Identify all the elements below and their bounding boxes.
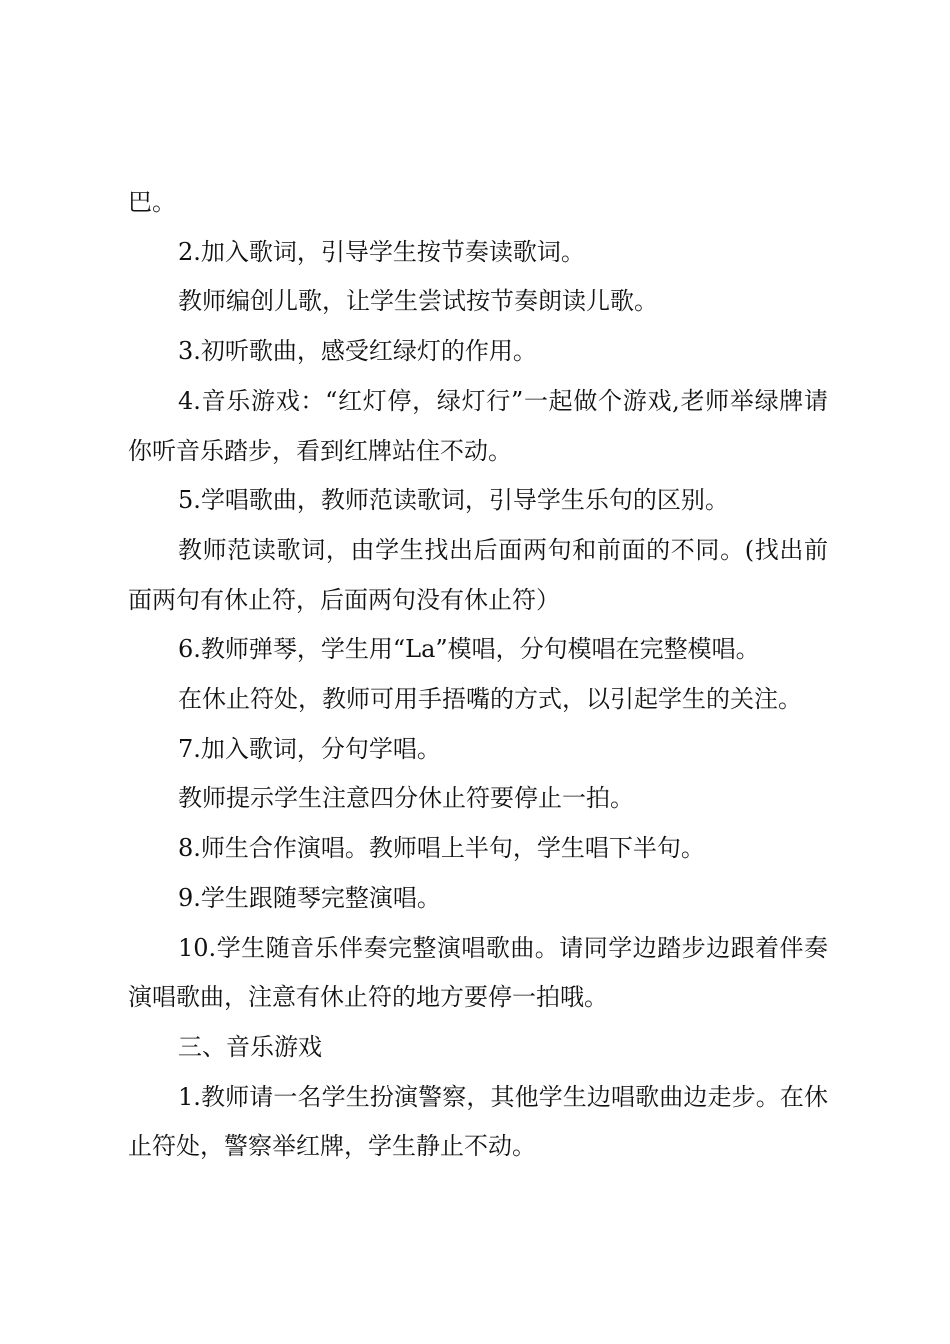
paragraph-1: 巴。 [128, 188, 176, 216]
paragraph-8: 6.教师弹琴，学生用“La”模唱，分句模唱在完整模唱。 [178, 635, 760, 664]
section-heading: 三、音乐游戏 [178, 1032, 322, 1061]
paragraph-11: 教师提示学生注意四分休止符要停止一拍。 [178, 784, 634, 813]
paragraph-16: 1.教师请一名学生扮演警察，其他学生边唱歌曲边走步。在休止符处，警察举红牌，学生静止不动。 [128, 1082, 828, 1161]
paragraph-3: 教师编创儿歌，让学生尝试按节奏朗读儿歌。 [178, 287, 658, 316]
paragraph-14: 10.学生随音乐伴奏完整演唱歌曲。请同学边踏步边跟着伴奏演唱歌曲，注意有休止符的地方要停一拍哦。 [128, 933, 828, 1012]
paragraph-9: 在休止符处，教师可用手捂嘴的方式，以引起学生的关注。 [178, 685, 802, 714]
paragraph-5: 4.音乐游戏：“红灯停，绿灯行”一起做个游戏,老师举绿牌请你听音乐踏步，看到红牌站住不动。 [128, 386, 828, 465]
paragraph-12: 8.师生合作演唱。教师唱上半句，学生唱下半句。 [178, 834, 705, 863]
document-body [128, 178, 828, 1172]
paragraph-4: 3.初听歌曲，感受红绿灯的作用。 [178, 337, 537, 366]
paragraph-13: 9.学生跟随琴完整演唱。 [178, 883, 441, 912]
paragraph-7: 教师范读歌词，由学生找出后面两句和前面的不同。(找出前面两句有休止符，后面两句没有休止符） [128, 535, 828, 614]
paragraph-2: 2.加入歌词，引导学生按节奏读歌词。 [178, 237, 585, 266]
paragraph-10: 7.加入歌词，分句学唱。 [178, 734, 441, 763]
paragraph-6: 5.学唱歌曲，教师范读歌词，引导学生乐句的区别。 [178, 486, 729, 515]
